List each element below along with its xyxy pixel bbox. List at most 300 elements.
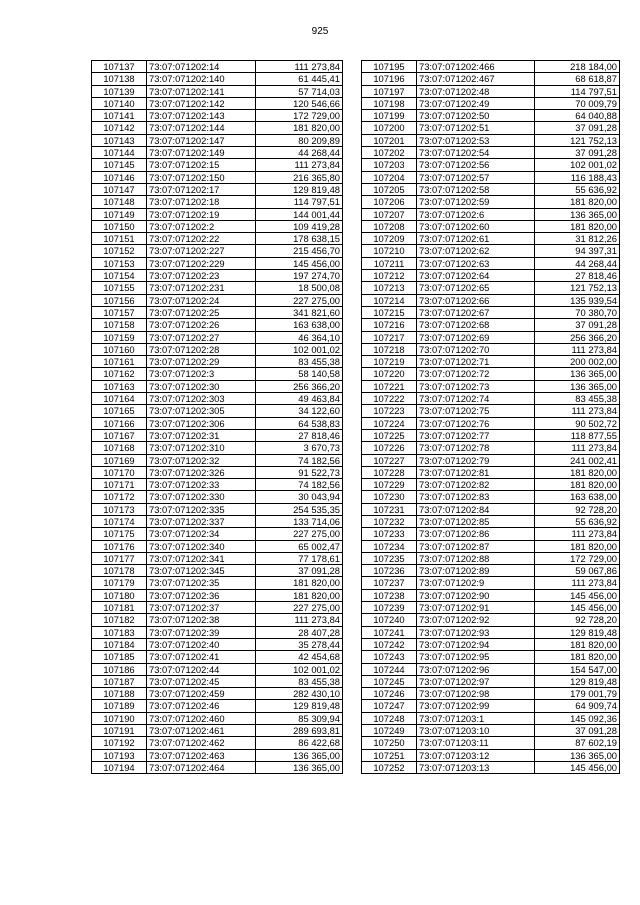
value-cell: 74 182,56 <box>256 454 343 466</box>
cadastral-number-cell: 73:07:071202:463 <box>147 749 256 761</box>
row-number-cell: 107219 <box>362 356 417 368</box>
cadastral-number-cell: 73:07:071202:59 <box>417 196 535 208</box>
value-cell: 37 091,28 <box>535 147 620 159</box>
row-number-cell: 107164 <box>92 393 147 405</box>
cadastral-number-cell: 73:07:071202:462 <box>147 737 256 749</box>
cadastral-number-cell: 73:07:071202:57 <box>417 171 535 183</box>
value-cell: 35 278,44 <box>256 638 343 650</box>
row-number-cell: 107162 <box>92 368 147 380</box>
value-cell: 215 456,70 <box>256 245 343 257</box>
cadastral-number-cell: 73:07:071202:335 <box>147 503 256 515</box>
value-cell: 241 002,41 <box>535 454 620 466</box>
table-row <box>362 552 620 564</box>
value-cell: 102 001,02 <box>256 663 343 675</box>
row-number-cell: 107242 <box>362 638 417 650</box>
cadastral-number-cell: 73:07:071202:26 <box>147 319 256 331</box>
cadastral-number-cell: 73:07:071202:96 <box>417 663 535 675</box>
cadastral-number-cell: 73:07:071202:147 <box>147 134 256 146</box>
table-row <box>92 515 343 527</box>
cadastral-number-cell: 73:07:071202:27 <box>147 331 256 343</box>
value-cell: 136 365,00 <box>535 749 620 761</box>
table-row <box>92 761 343 773</box>
row-number-cell: 107249 <box>362 725 417 737</box>
cadastral-number-cell: 73:07:071202:229 <box>147 257 256 269</box>
table-row <box>92 749 343 761</box>
table-row <box>92 61 343 73</box>
table-row <box>362 589 620 601</box>
table-row <box>92 712 343 724</box>
cadastral-number-cell: 73:07:071202:53 <box>417 134 535 146</box>
value-cell: 49 463,84 <box>256 393 343 405</box>
value-cell: 135 939,54 <box>535 294 620 306</box>
row-number-cell: 107248 <box>362 712 417 724</box>
cadastral-number-cell: 73:07:071202:15 <box>147 159 256 171</box>
value-cell: 145 456,00 <box>256 257 343 269</box>
cadastral-number-cell: 73:07:071202:149 <box>147 147 256 159</box>
table-row <box>92 565 343 577</box>
row-number-cell: 107139 <box>92 85 147 97</box>
table-row <box>92 552 343 564</box>
cadastral-number-cell: 73:07:071202:92 <box>417 614 535 626</box>
cadastral-number-cell: 73:07:071202:94 <box>417 638 535 650</box>
table-row <box>92 110 343 122</box>
value-cell: 200 002,00 <box>535 356 620 368</box>
cadastral-number-cell: 73:07:071202:3 <box>147 368 256 380</box>
value-cell: 111 273,84 <box>535 343 620 355</box>
value-cell: 34 122,60 <box>256 405 343 417</box>
row-number-cell: 107201 <box>362 134 417 146</box>
registry-table-left-body <box>92 61 343 774</box>
value-cell: 86 422,68 <box>256 737 343 749</box>
table-row <box>362 626 620 638</box>
value-cell: 37 091,28 <box>256 565 343 577</box>
row-number-cell: 107203 <box>362 159 417 171</box>
table-row <box>92 257 343 269</box>
cadastral-number-cell: 73:07:071203:1 <box>417 712 535 724</box>
value-cell: 154 547,00 <box>535 663 620 675</box>
row-number-cell: 107245 <box>362 675 417 687</box>
row-number-cell: 107205 <box>362 183 417 195</box>
row-number-cell: 107227 <box>362 454 417 466</box>
cadastral-number-cell: 73:07:071202:41 <box>147 651 256 663</box>
cadastral-number-cell: 73:07:071202:227 <box>147 245 256 257</box>
table-row <box>92 725 343 737</box>
row-number-cell: 107184 <box>92 638 147 650</box>
value-cell: 44 268,44 <box>256 147 343 159</box>
table-row <box>92 393 343 405</box>
cadastral-number-cell: 73:07:071202:467 <box>417 73 535 85</box>
cadastral-number-cell: 73:07:071202:60 <box>417 220 535 232</box>
table-row <box>362 220 620 232</box>
row-number-cell: 107243 <box>362 651 417 663</box>
value-cell: 145 456,00 <box>535 602 620 614</box>
cadastral-number-cell: 73:07:071202:99 <box>417 700 535 712</box>
table-row <box>362 393 620 405</box>
cadastral-number-cell: 73:07:071202:29 <box>147 356 256 368</box>
row-number-cell: 107187 <box>92 675 147 687</box>
cadastral-number-cell: 73:07:071202:32 <box>147 454 256 466</box>
value-cell: 111 273,84 <box>535 577 620 589</box>
table-row <box>362 368 620 380</box>
value-cell: 181 820,00 <box>256 122 343 134</box>
row-number-cell: 107251 <box>362 749 417 761</box>
cadastral-number-cell: 73:07:071202:310 <box>147 442 256 454</box>
value-cell: 77 178,61 <box>256 552 343 564</box>
table-row <box>92 602 343 614</box>
value-cell: 65 002,47 <box>256 540 343 552</box>
table-row <box>92 737 343 749</box>
row-number-cell: 107212 <box>362 270 417 282</box>
value-cell: 27 818,46 <box>535 270 620 282</box>
table-row <box>362 417 620 429</box>
row-number-cell: 107146 <box>92 171 147 183</box>
value-cell: 57 714,03 <box>256 85 343 97</box>
cadastral-number-cell: 73:07:071202:305 <box>147 405 256 417</box>
cadastral-number-cell: 73:07:071202:78 <box>417 442 535 454</box>
table-row <box>362 196 620 208</box>
table-row <box>362 675 620 687</box>
row-number-cell: 107193 <box>92 749 147 761</box>
value-cell: 91 522,73 <box>256 466 343 478</box>
row-number-cell: 107199 <box>362 110 417 122</box>
row-number-cell: 107183 <box>92 626 147 638</box>
value-cell: 27 818,46 <box>256 429 343 441</box>
value-cell: 145 092,36 <box>535 712 620 724</box>
row-number-cell: 107197 <box>362 85 417 97</box>
registry-table-right <box>361 60 620 774</box>
value-cell: 92 728,20 <box>535 614 620 626</box>
cadastral-number-cell: 73:07:071202:19 <box>147 208 256 220</box>
value-cell: 145 456,00 <box>535 589 620 601</box>
cadastral-number-cell: 73:07:071203:11 <box>417 737 535 749</box>
row-number-cell: 107208 <box>362 220 417 232</box>
value-cell: 179 001,79 <box>535 688 620 700</box>
table-row <box>362 147 620 159</box>
table-row <box>362 725 620 737</box>
value-cell: 254 535,35 <box>256 503 343 515</box>
row-number-cell: 107228 <box>362 466 417 478</box>
table-row <box>362 663 620 675</box>
row-number-cell: 107150 <box>92 220 147 232</box>
row-number-cell: 107161 <box>92 356 147 368</box>
table-row <box>92 503 343 515</box>
value-cell: 133 714,06 <box>256 515 343 527</box>
row-number-cell: 107224 <box>362 417 417 429</box>
table-row <box>362 737 620 749</box>
value-cell: 37 091,28 <box>535 319 620 331</box>
value-cell: 181 820,00 <box>535 479 620 491</box>
value-cell: 118 877,55 <box>535 429 620 441</box>
row-number-cell: 107252 <box>362 761 417 773</box>
value-cell: 145 456,00 <box>535 761 620 773</box>
row-number-cell: 107213 <box>362 282 417 294</box>
cadastral-number-cell: 73:07:071202:81 <box>417 466 535 478</box>
row-number-cell: 107160 <box>92 343 147 355</box>
value-cell: 163 638,00 <box>535 491 620 503</box>
table-row <box>362 380 620 392</box>
table-row <box>362 700 620 712</box>
cadastral-number-cell: 73:07:071202:98 <box>417 688 535 700</box>
row-number-cell: 107155 <box>92 282 147 294</box>
cadastral-number-cell: 73:07:071202:82 <box>417 479 535 491</box>
row-number-cell: 107194 <box>92 761 147 773</box>
row-number-cell: 107238 <box>362 589 417 601</box>
table-row <box>92 122 343 134</box>
row-number-cell: 107247 <box>362 700 417 712</box>
row-number-cell: 107151 <box>92 233 147 245</box>
value-cell: 83 455,38 <box>535 393 620 405</box>
value-cell: 163 638,00 <box>256 319 343 331</box>
value-cell: 111 273,84 <box>535 405 620 417</box>
value-cell: 3 670,73 <box>256 442 343 454</box>
table-row <box>362 61 620 73</box>
cadastral-number-cell: 73:07:071202:22 <box>147 233 256 245</box>
row-number-cell: 107225 <box>362 429 417 441</box>
table-row <box>362 749 620 761</box>
table-row <box>362 761 620 773</box>
table-row <box>92 528 343 540</box>
cadastral-number-cell: 73:07:071202:25 <box>147 306 256 318</box>
value-cell: 129 819,48 <box>535 626 620 638</box>
page-number: 925 <box>311 26 329 37</box>
table-row <box>92 331 343 343</box>
row-number-cell: 107189 <box>92 700 147 712</box>
cadastral-number-cell: 73:07:071202:65 <box>417 282 535 294</box>
value-cell: 227 275,00 <box>256 602 343 614</box>
cadastral-number-cell: 73:07:071203:12 <box>417 749 535 761</box>
cadastral-number-cell: 73:07:071202:340 <box>147 540 256 552</box>
row-number-cell: 107192 <box>92 737 147 749</box>
table-row <box>362 454 620 466</box>
value-cell: 70 380,70 <box>535 306 620 318</box>
row-number-cell: 107173 <box>92 503 147 515</box>
row-number-cell: 107144 <box>92 147 147 159</box>
cadastral-number-cell: 73:07:071202:231 <box>147 282 256 294</box>
table-row <box>362 282 620 294</box>
table-row <box>92 540 343 552</box>
value-cell: 129 819,48 <box>535 675 620 687</box>
row-number-cell: 107237 <box>362 577 417 589</box>
value-cell: 46 364,10 <box>256 331 343 343</box>
table-row <box>362 356 620 368</box>
table-row <box>92 675 343 687</box>
table-row <box>362 171 620 183</box>
cadastral-number-cell: 73:07:071202:73 <box>417 380 535 392</box>
table-row <box>362 331 620 343</box>
cadastral-number-cell: 73:07:071202:69 <box>417 331 535 343</box>
table-row <box>362 122 620 134</box>
table-row <box>362 306 620 318</box>
value-cell: 109 419,28 <box>256 220 343 232</box>
value-cell: 178 638,15 <box>256 233 343 245</box>
row-number-cell: 107200 <box>362 122 417 134</box>
value-cell: 120 546,66 <box>256 97 343 109</box>
table-row <box>92 368 343 380</box>
row-number-cell: 107145 <box>92 159 147 171</box>
table-row <box>362 319 620 331</box>
table-row <box>362 73 620 85</box>
cadastral-number-cell: 73:07:071202:89 <box>417 565 535 577</box>
table-row <box>362 245 620 257</box>
row-number-cell: 107141 <box>92 110 147 122</box>
row-number-cell: 107223 <box>362 405 417 417</box>
row-number-cell: 107231 <box>362 503 417 515</box>
value-cell: 68 618,87 <box>535 73 620 85</box>
table-row <box>92 651 343 663</box>
cadastral-number-cell: 73:07:071202:75 <box>417 405 535 417</box>
value-cell: 102 001,02 <box>256 343 343 355</box>
cadastral-number-cell: 73:07:071202:70 <box>417 343 535 355</box>
cadastral-number-cell: 73:07:071202:72 <box>417 368 535 380</box>
cadastral-number-cell: 73:07:071202:84 <box>417 503 535 515</box>
cadastral-number-cell: 73:07:071202:40 <box>147 638 256 650</box>
value-cell: 256 366,20 <box>535 331 620 343</box>
value-cell: 70 009,79 <box>535 97 620 109</box>
row-number-cell: 107229 <box>362 479 417 491</box>
cadastral-number-cell: 73:07:071202:150 <box>147 171 256 183</box>
value-cell: 218 184,00 <box>535 61 620 73</box>
value-cell: 181 820,00 <box>256 589 343 601</box>
cadastral-number-cell: 73:07:071202:48 <box>417 85 535 97</box>
row-number-cell: 107241 <box>362 626 417 638</box>
row-number-cell: 107207 <box>362 208 417 220</box>
cadastral-number-cell: 73:07:071202:6 <box>417 208 535 220</box>
row-number-cell: 107236 <box>362 565 417 577</box>
cadastral-number-cell: 73:07:071202:31 <box>147 429 256 441</box>
value-cell: 111 273,84 <box>256 159 343 171</box>
cadastral-number-cell: 73:07:071202:330 <box>147 491 256 503</box>
cadastral-number-cell: 73:07:071202:93 <box>417 626 535 638</box>
table-row <box>362 233 620 245</box>
table-row <box>362 208 620 220</box>
table-row <box>92 429 343 441</box>
value-cell: 181 820,00 <box>535 196 620 208</box>
value-cell: 136 365,00 <box>535 380 620 392</box>
row-number-cell: 107158 <box>92 319 147 331</box>
cadastral-number-cell: 73:07:071202:306 <box>147 417 256 429</box>
value-cell: 289 693,81 <box>256 725 343 737</box>
value-cell: 172 729,00 <box>256 110 343 122</box>
value-cell: 44 268,44 <box>535 257 620 269</box>
row-number-cell: 107186 <box>92 663 147 675</box>
row-number-cell: 107209 <box>362 233 417 245</box>
cadastral-number-cell: 73:07:071202:86 <box>417 528 535 540</box>
value-cell: 181 820,00 <box>535 638 620 650</box>
row-number-cell: 107174 <box>92 515 147 527</box>
cadastral-number-cell: 73:07:071202:83 <box>417 491 535 503</box>
row-number-cell: 107220 <box>362 368 417 380</box>
value-cell: 111 273,84 <box>535 528 620 540</box>
row-number-cell: 107216 <box>362 319 417 331</box>
value-cell: 92 728,20 <box>535 503 620 515</box>
cadastral-number-cell: 73:07:071202:51 <box>417 122 535 134</box>
table-row <box>362 651 620 663</box>
row-number-cell: 107172 <box>92 491 147 503</box>
table-row <box>362 515 620 527</box>
cadastral-number-cell: 73:07:071202:71 <box>417 356 535 368</box>
row-number-cell: 107157 <box>92 306 147 318</box>
value-cell: 28 407,28 <box>256 626 343 638</box>
cadastral-number-cell: 73:07:071202:2 <box>147 220 256 232</box>
row-number-cell: 107218 <box>362 343 417 355</box>
table-row <box>92 663 343 675</box>
table-row <box>92 626 343 638</box>
table-row <box>362 638 620 650</box>
row-number-cell: 107182 <box>92 614 147 626</box>
value-cell: 181 820,00 <box>535 540 620 552</box>
row-number-cell: 107159 <box>92 331 147 343</box>
value-cell: 83 455,38 <box>256 356 343 368</box>
row-number-cell: 107152 <box>92 245 147 257</box>
cadastral-number-cell: 73:07:071202:18 <box>147 196 256 208</box>
row-number-cell: 107221 <box>362 380 417 392</box>
cadastral-number-cell: 73:07:071202:54 <box>417 147 535 159</box>
table-row <box>92 700 343 712</box>
row-number-cell: 107240 <box>362 614 417 626</box>
cadastral-number-cell: 73:07:071202:35 <box>147 577 256 589</box>
table-row <box>362 577 620 589</box>
row-number-cell: 107246 <box>362 688 417 700</box>
table-row <box>362 405 620 417</box>
table-row <box>362 540 620 552</box>
table-row <box>362 134 620 146</box>
value-cell: 58 140,58 <box>256 368 343 380</box>
table-row <box>92 282 343 294</box>
cadastral-number-cell: 73:07:071202:50 <box>417 110 535 122</box>
cadastral-number-cell: 73:07:071202:30 <box>147 380 256 392</box>
value-cell: 83 455,38 <box>256 675 343 687</box>
cadastral-number-cell: 73:07:071202:37 <box>147 602 256 614</box>
value-cell: 256 366,20 <box>256 380 343 392</box>
row-number-cell: 107143 <box>92 134 147 146</box>
table-row <box>92 466 343 478</box>
cadastral-number-cell: 73:07:071202:39 <box>147 626 256 638</box>
cadastral-number-cell: 73:07:071202:97 <box>417 675 535 687</box>
row-number-cell: 107198 <box>362 97 417 109</box>
value-cell: 87 602,19 <box>535 737 620 749</box>
cadastral-number-cell: 73:07:071202:77 <box>417 429 535 441</box>
cadastral-number-cell: 73:07:071202:36 <box>147 589 256 601</box>
table-row <box>92 356 343 368</box>
value-cell: 144 001,44 <box>256 208 343 220</box>
value-cell: 114 797,51 <box>256 196 343 208</box>
cadastral-number-cell: 73:07:071202:45 <box>147 675 256 687</box>
table-row <box>362 688 620 700</box>
cadastral-number-cell: 73:07:071202:74 <box>417 393 535 405</box>
row-number-cell: 107232 <box>362 515 417 527</box>
cadastral-number-cell: 73:07:071202:23 <box>147 270 256 282</box>
value-cell: 129 819,48 <box>256 183 343 195</box>
value-cell: 136 365,00 <box>256 749 343 761</box>
row-number-cell: 107234 <box>362 540 417 552</box>
table-row <box>92 159 343 171</box>
cadastral-number-cell: 73:07:071202:76 <box>417 417 535 429</box>
row-number-cell: 107217 <box>362 331 417 343</box>
cadastral-number-cell: 73:07:071202:56 <box>417 159 535 171</box>
cadastral-number-cell: 73:07:071202:63 <box>417 257 535 269</box>
cadastral-number-cell: 73:07:071202:66 <box>417 294 535 306</box>
table-row <box>362 159 620 171</box>
registry-table-left <box>91 60 343 774</box>
cadastral-number-cell: 73:07:071202:87 <box>417 540 535 552</box>
row-number-cell: 107170 <box>92 466 147 478</box>
value-cell: 116 188,43 <box>535 171 620 183</box>
value-cell: 42 454,68 <box>256 651 343 663</box>
cadastral-number-cell: 73:07:071202:79 <box>417 454 535 466</box>
value-cell: 64 909,74 <box>535 700 620 712</box>
row-number-cell: 107179 <box>92 577 147 589</box>
cadastral-number-cell: 73:07:071202:9 <box>417 577 535 589</box>
